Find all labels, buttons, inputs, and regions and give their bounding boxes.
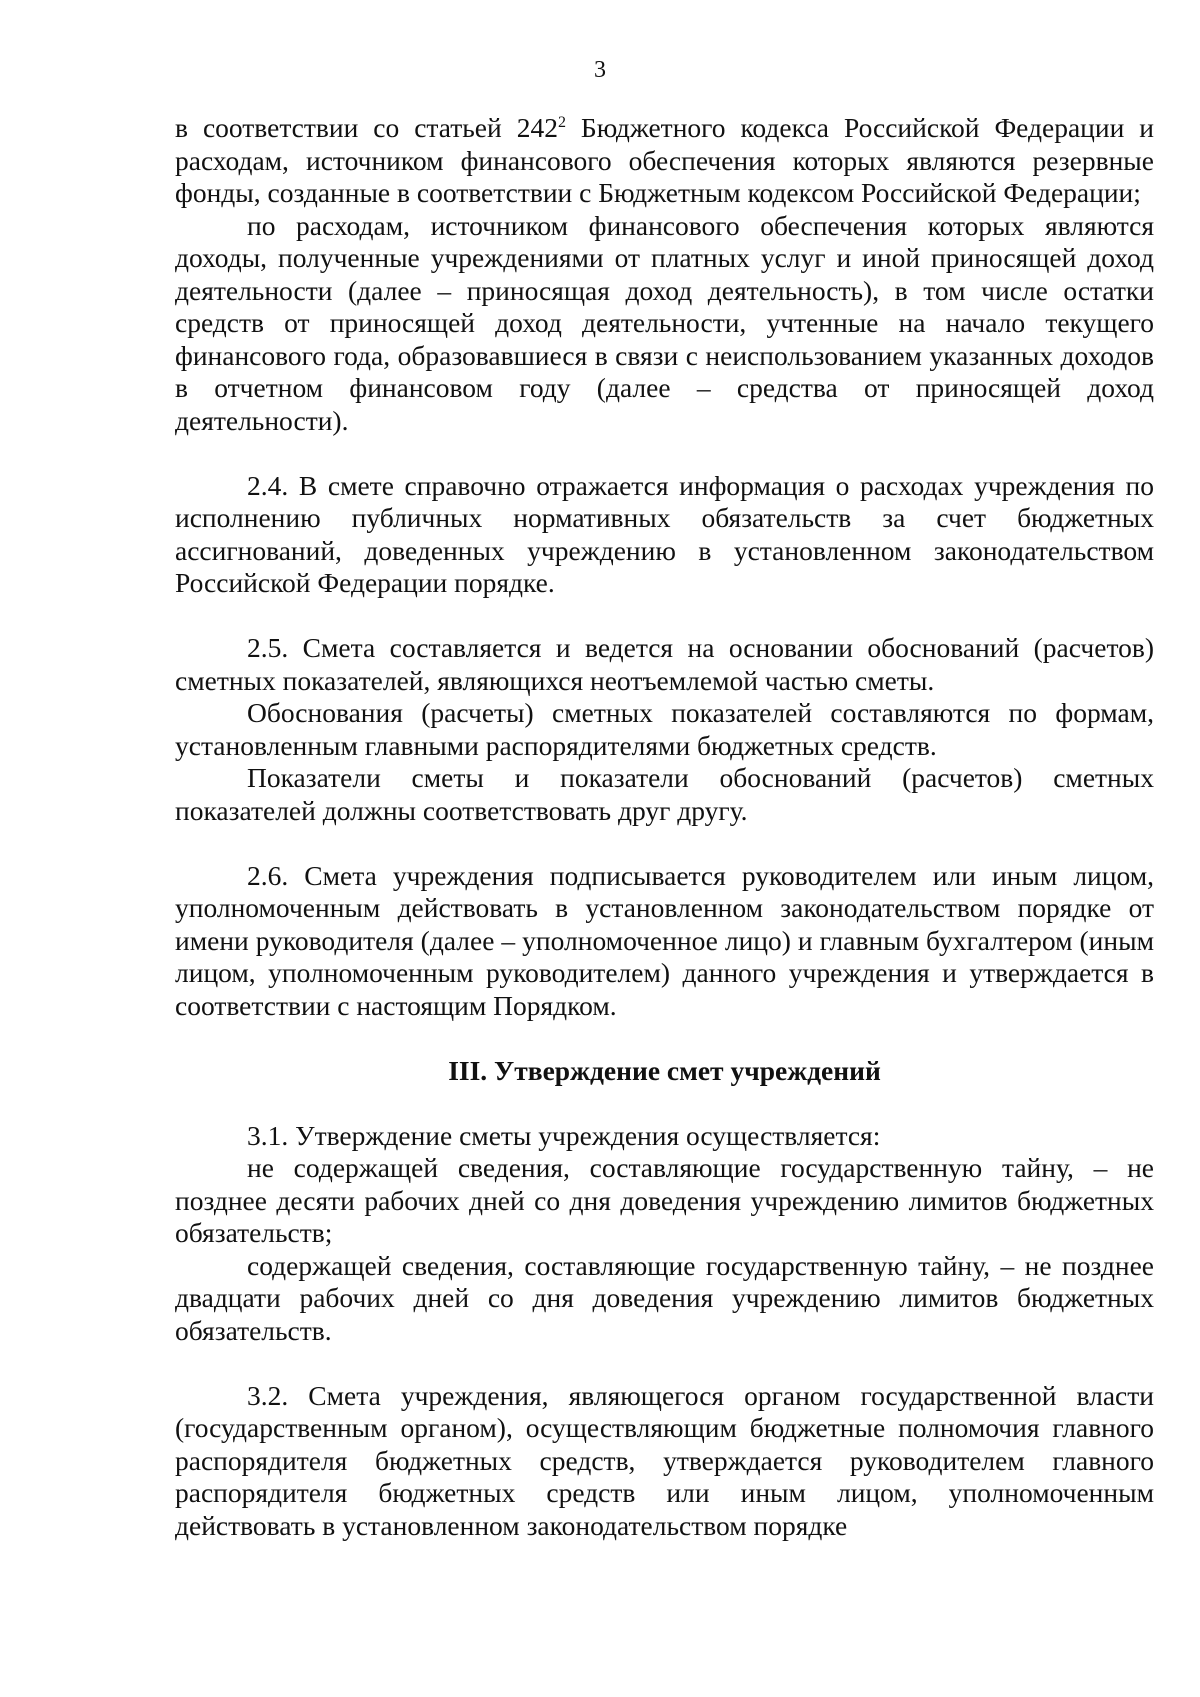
- paragraph-budget-code-reference: [175, 112, 1154, 210]
- paragraph-text-end: Бюджетного кодекса Российской Федерации и расходам, источником финансового обеспечения которых являются резервные фонды, созданные в соответствии с Бюджетным кодексом Российской Федерации;: [175, 112, 1154, 208]
- page-number: 3: [594, 57, 606, 83]
- paragraph-text-start: в соответствии со статьей 242: [175, 112, 558, 143]
- paragraph-indicators-match: Показатели сметы и показатели обоснований (расчетов) сметных показателей должны соответствовать друг другу.: [175, 762, 1154, 826]
- document-body: [175, 112, 1154, 1542]
- paragraph-2-6: 2.6. Смета учреждения подписывается руководителем или иным лицом, уполномоченным действовать в установленном законодательством порядке от имени руководителя (далее – уполномоченное лицо) и главным бухгалтером (иным лицом, уполномоченным руководителем) данного учреждения и утверждается в соответствии с настоящим Порядком.: [175, 859, 1154, 1021]
- paragraph-secret-deadline: содержащей сведения, составляющие государственную тайну, – не позднее двадцати рабочих дней со дня доведения учреждению лимитов бюджетных обязательств.: [175, 1249, 1154, 1346]
- paragraph-income-generating-activity: по расходам, источником финансового обеспечения которых являются доходы, полученные учреждениями от платных услуг и иной приносящей доход деятельности (далее – приносящая доход деятельность), в том числе остатки средств от приносящей доход деятельности, учтенные на начало текущего финансового года, образовавшиеся в связи с неиспользованием указанных доходов в отчетном финансовом году (далее – средства от приносящей доход деятельности).: [175, 209, 1154, 436]
- paragraph-2-4: 2.4. В смете справочно отражается информация о расходах учреждения по исполнению публичных нормативных обязательств за счет бюджетных ассигнований, доведенных учреждению в установленном законодательством Российской Федерации порядке.: [175, 469, 1154, 598]
- paragraph-justifications-forms: Обоснования (расчеты) сметных показателей составляются по формам, установленным главными распорядителями бюджетных средств.: [175, 697, 1154, 761]
- paragraph-non-secret-deadline: не содержащей сведения, составляющие государственную тайну, – не позднее десяти рабочих дней со дня доведения учреждению лимитов бюджетных обязательств;: [175, 1152, 1154, 1248]
- section-heading-iii: III. Утверждение смет учреждений: [448, 1054, 881, 1086]
- article-superscript: 2: [557, 113, 566, 131]
- paragraph-3-2: 3.2. Смета учреждения, являющегося органом государственной власти (государственным органом), осуществляющим бюджетные полномочия главного распорядителя бюджетных средств, утверждается руководителем главного распорядителя бюджетных средств или иным лицом, уполномоченным действовать в установленном законодательством порядке: [175, 1379, 1154, 1541]
- paragraph-2-5: 2.5. Смета составляется и ведется на основании обоснований (расчетов) сметных показателей, являющихся неотъемлемой частью сметы.: [175, 632, 1154, 696]
- paragraph-3-1: 3.1. Утверждение сметы учреждения осуществляется:: [247, 1119, 881, 1151]
